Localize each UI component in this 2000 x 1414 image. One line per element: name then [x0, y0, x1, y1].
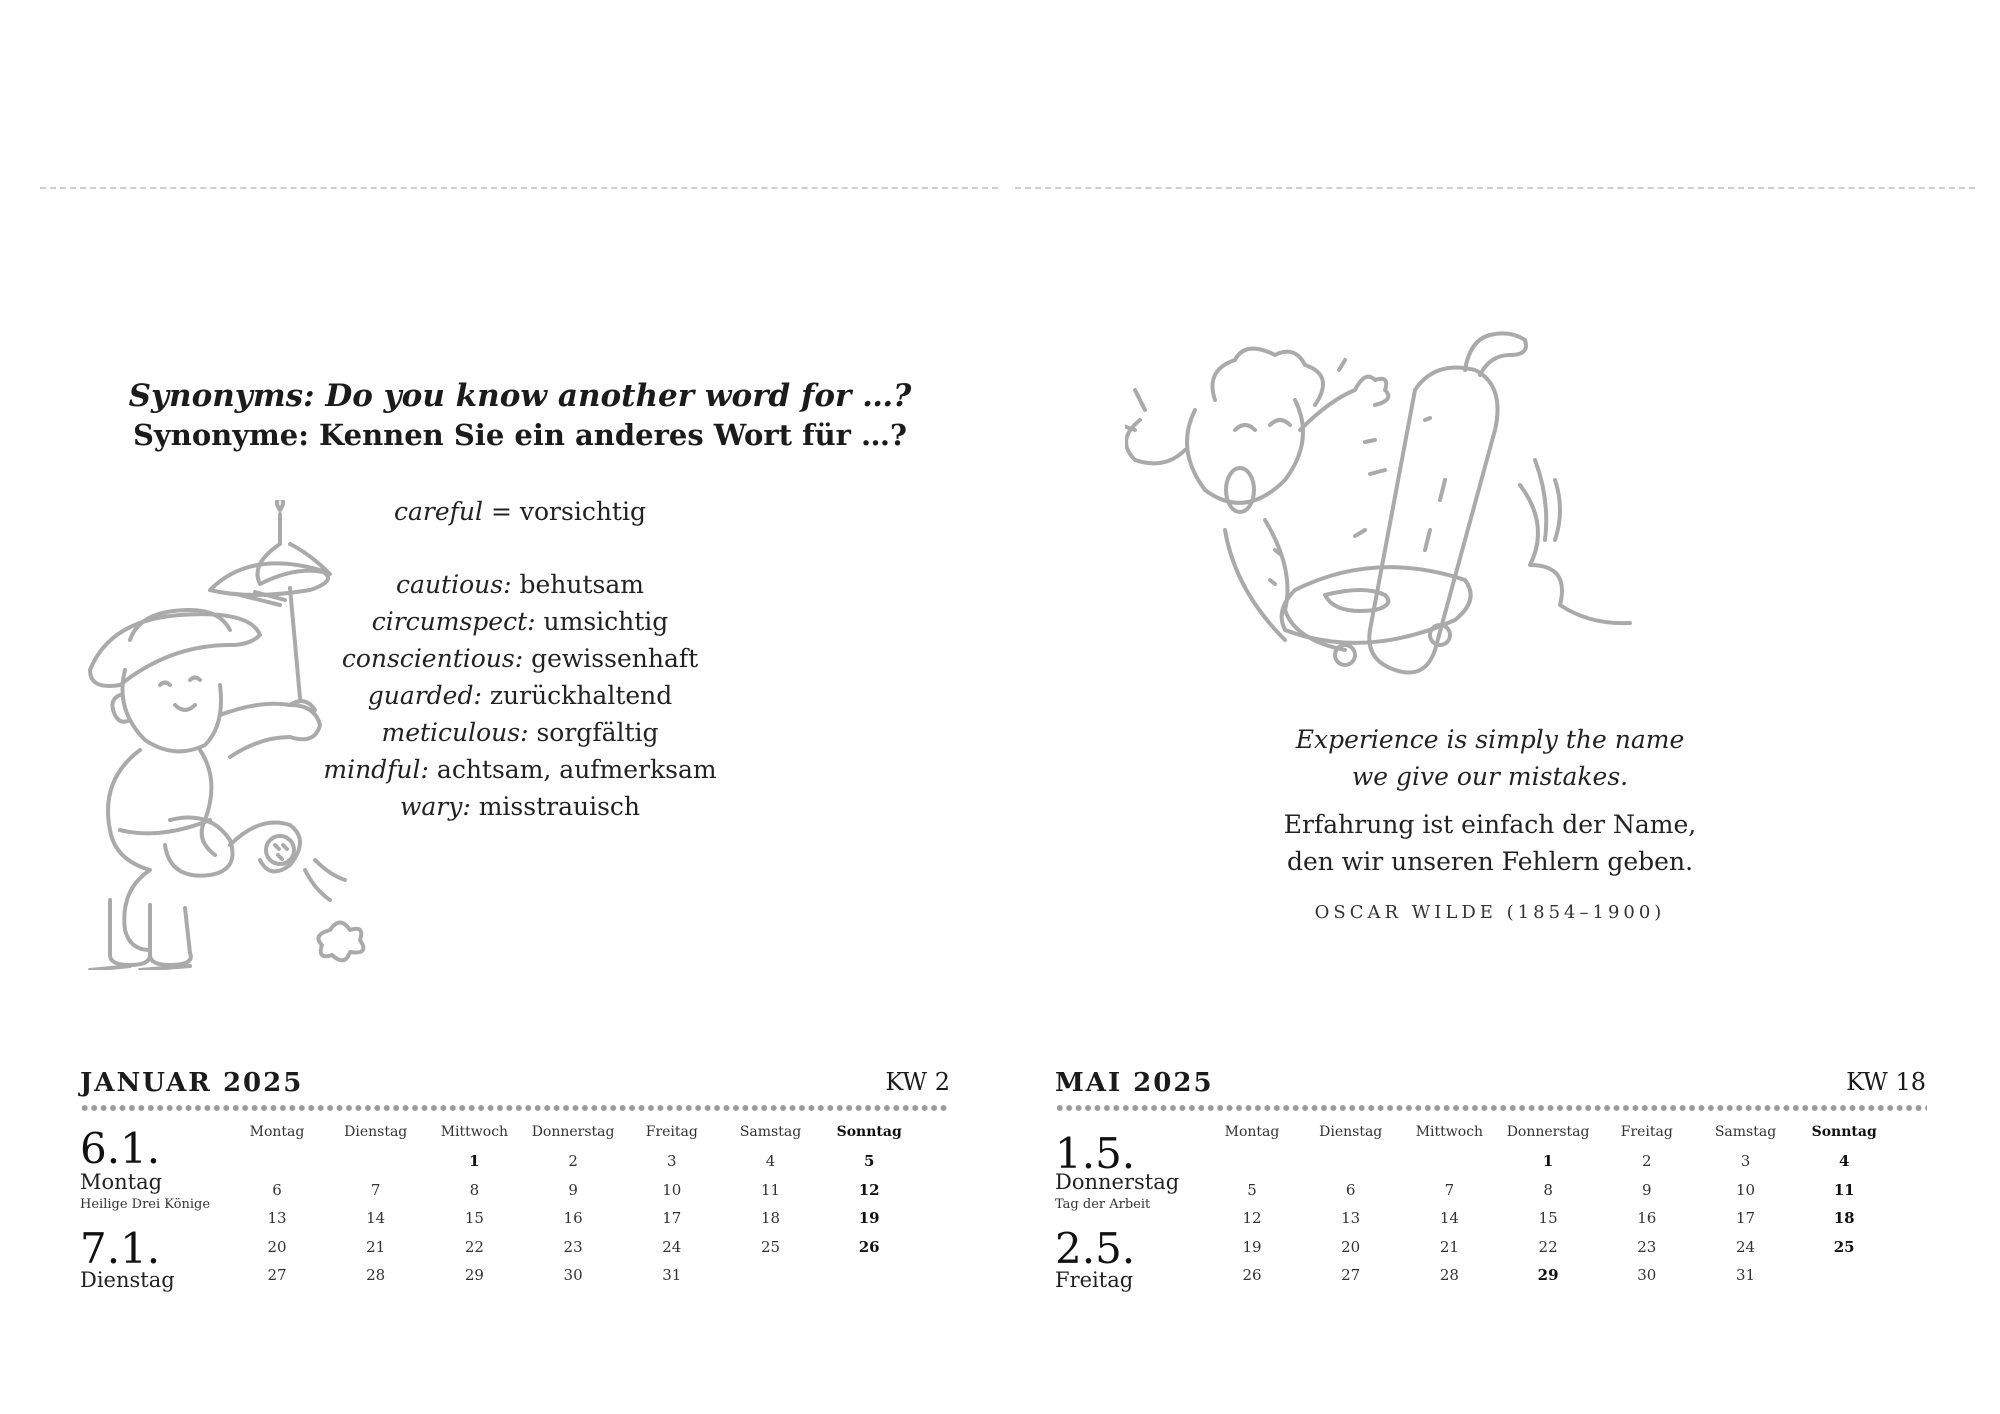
calendar-day[interactable]: 13: [1341, 1209, 1361, 1228]
selected-weekday: Montag: [80, 1170, 163, 1194]
synonym-meaning: behutsam: [511, 570, 644, 599]
calendar-day[interactable]: 28: [1439, 1266, 1459, 1285]
calendar-day[interactable]: 3: [667, 1152, 677, 1170]
calendar-day[interactable]: 26: [1242, 1266, 1262, 1285]
weekday-header: Sonntag: [836, 1124, 902, 1140]
calendar-day[interactable]: 22: [1538, 1237, 1558, 1256]
calendar-day[interactable]: 10: [662, 1180, 682, 1199]
calendar-day[interactable]: 18: [760, 1209, 781, 1228]
week-number: KW 2: [885, 1068, 950, 1096]
calendar-day[interactable]: 19: [1242, 1237, 1262, 1256]
heading-german: Synonyme: Kennen Sie ein anderes Wort für …?: [132, 418, 908, 452]
calendar-day[interactable]: 15: [464, 1209, 484, 1228]
calendar-day[interactable]: 14: [366, 1209, 386, 1228]
calendar-day[interactable]: 20: [267, 1237, 287, 1256]
synonym-term: guarded:: [367, 681, 482, 710]
calendar-day[interactable]: 20: [1341, 1237, 1361, 1256]
calendar-day[interactable]: 13: [267, 1209, 287, 1228]
synonym-meaning: umsichtig: [535, 607, 669, 636]
quote-english-line: we give our mistakes.: [1351, 762, 1629, 791]
calendar-day[interactable]: 29: [464, 1266, 484, 1285]
calendar-day[interactable]: 11: [760, 1180, 781, 1199]
weekday-header: Freitag: [645, 1124, 698, 1140]
selected-weekday: Dienstag: [80, 1268, 175, 1292]
synonym-meaning: achtsam, aufmerksam: [428, 755, 717, 784]
calendar-day[interactable]: 18: [1833, 1209, 1855, 1228]
selected-weekday: Donnerstag: [1055, 1170, 1180, 1194]
gardener-illustration: [80, 500, 380, 970]
selected-date: 2.5.: [1055, 1224, 1136, 1273]
calendar-day[interactable]: 29: [1537, 1266, 1559, 1285]
calendar-day[interactable]: 26: [858, 1237, 880, 1256]
calendar-day[interactable]: 9: [568, 1180, 578, 1199]
calendar-day[interactable]: 1: [469, 1152, 480, 1170]
calendar-day[interactable]: 14: [1439, 1209, 1459, 1228]
synonym-term: mindful:: [323, 755, 429, 784]
selected-date: 1.5.: [1055, 1129, 1136, 1178]
month-title: MAI 2025: [1055, 1068, 1214, 1098]
calendar-day[interactable]: 27: [1341, 1266, 1361, 1285]
calendar-day[interactable]: 9: [1642, 1180, 1652, 1199]
calendar-day[interactable]: 24: [1735, 1237, 1756, 1256]
quote-author: OSCAR WILDE (1854–1900): [1314, 902, 1666, 923]
synonym-meaning: gewissenhaft: [523, 644, 699, 673]
calendar-day[interactable]: 12: [1242, 1209, 1262, 1228]
heading-english: Synonyms: Do you know another word for …?: [128, 378, 912, 414]
calendar-day[interactable]: 25: [760, 1237, 781, 1256]
main-term-meaning: vorsichtig: [519, 497, 646, 526]
calendar-day[interactable]: 2: [1642, 1152, 1652, 1170]
month-title: JANUAR 2025: [80, 1068, 304, 1098]
calendar-day[interactable]: 2: [568, 1152, 578, 1170]
calendar-day[interactable]: 16: [563, 1209, 583, 1228]
calendar-day[interactable]: 21: [1439, 1237, 1459, 1256]
synonym-term: wary:: [399, 792, 471, 821]
synonym-meaning: zurückhaltend: [481, 681, 673, 710]
calendar-day[interactable]: 31: [1735, 1266, 1756, 1285]
calendar-day[interactable]: 31: [662, 1266, 682, 1285]
vacuum-man-illustration: [1125, 330, 1645, 690]
holiday-label: Heilige Drei Könige: [80, 1197, 211, 1212]
synonym-meaning: sorgfältig: [528, 718, 659, 747]
calendar-day[interactable]: 23: [563, 1237, 583, 1256]
weekday-header: Samstag: [1714, 1124, 1777, 1140]
calendar-day[interactable]: 11: [1833, 1180, 1855, 1199]
dotted-divider: [1055, 1104, 1927, 1112]
calendar-day[interactable]: 6: [1345, 1180, 1356, 1199]
calendar-day[interactable]: 17: [662, 1209, 682, 1228]
calendar-day[interactable]: 25: [1833, 1237, 1855, 1256]
calendar-day[interactable]: 24: [662, 1237, 682, 1256]
calendar-day[interactable]: 12: [858, 1180, 880, 1199]
week-number: KW 18: [1846, 1068, 1926, 1096]
calendar-day[interactable]: 10: [1735, 1180, 1756, 1199]
calendar-day[interactable]: 22: [464, 1237, 484, 1256]
calendar-day[interactable]: 3: [1740, 1152, 1751, 1170]
calendar-day[interactable]: 16: [1637, 1209, 1657, 1228]
calendar-day[interactable]: 27: [267, 1266, 287, 1285]
weekday-header: Dienstag: [1319, 1124, 1383, 1140]
weekday-header: Samstag: [739, 1124, 802, 1140]
calendar-day[interactable]: 7: [1444, 1180, 1455, 1199]
calendar-day[interactable]: 23: [1637, 1237, 1657, 1256]
synonym-term: cautious:: [396, 570, 512, 599]
weekday-header: Freitag: [1620, 1124, 1673, 1140]
calendar-day[interactable]: 7: [370, 1180, 381, 1199]
calendar-day[interactable]: 4: [1838, 1152, 1850, 1170]
weekday-header: Mittwoch: [1415, 1124, 1484, 1140]
calendar-day[interactable]: 21: [366, 1237, 386, 1256]
synonym-meaning: misstrauisch: [470, 792, 641, 821]
calendar-day[interactable]: 6: [272, 1180, 282, 1199]
calendar-day[interactable]: 30: [1637, 1266, 1657, 1285]
calendar-day[interactable]: 5: [1247, 1180, 1257, 1199]
weekday-header: Donnerstag: [531, 1124, 615, 1140]
quote-german-line: den wir unseren Fehlern geben.: [1286, 847, 1694, 876]
cut-line-left: [40, 187, 998, 189]
weekday-header: Sonntag: [1811, 1124, 1877, 1140]
calendar-day[interactable]: 5: [863, 1152, 875, 1170]
dotted-divider: [80, 1104, 950, 1112]
weekday-header: Dienstag: [344, 1124, 408, 1140]
main-term-separator: =: [483, 497, 520, 526]
quote-english-line: Experience is simply the name: [1295, 725, 1685, 754]
weekday-header: Montag: [1224, 1124, 1280, 1140]
synonym-term: meticulous:: [381, 718, 529, 747]
selected-date: 6.1.: [80, 1124, 161, 1173]
selected-weekday: Freitag: [1055, 1268, 1134, 1292]
holiday-label: Tag der Arbeit: [1055, 1197, 1151, 1212]
synonym-term: circumspect:: [371, 607, 536, 636]
weekday-header: Donnerstag: [1506, 1124, 1590, 1140]
calendar-day[interactable]: 8: [1543, 1180, 1553, 1199]
weekday-header: Montag: [249, 1124, 305, 1140]
calendar-day[interactable]: 28: [366, 1266, 386, 1285]
synonym-term: conscientious:: [341, 644, 524, 673]
calendar-day[interactable]: 4: [765, 1152, 776, 1170]
selected-date: 7.1.: [80, 1224, 161, 1273]
calendar-day[interactable]: 8: [469, 1180, 480, 1199]
main-term: careful: [394, 497, 484, 526]
calendar-day[interactable]: 30: [563, 1266, 583, 1285]
cut-line-right: [1015, 187, 1975, 189]
quote-german-line: Erfahrung ist einfach der Name,: [1283, 810, 1697, 839]
calendar-day[interactable]: 1: [1542, 1152, 1554, 1170]
calendar-day[interactable]: 17: [1735, 1209, 1756, 1228]
calendar-day[interactable]: 19: [858, 1209, 880, 1228]
calendar-day[interactable]: 15: [1538, 1209, 1558, 1228]
weekday-header: Mittwoch: [440, 1124, 509, 1140]
